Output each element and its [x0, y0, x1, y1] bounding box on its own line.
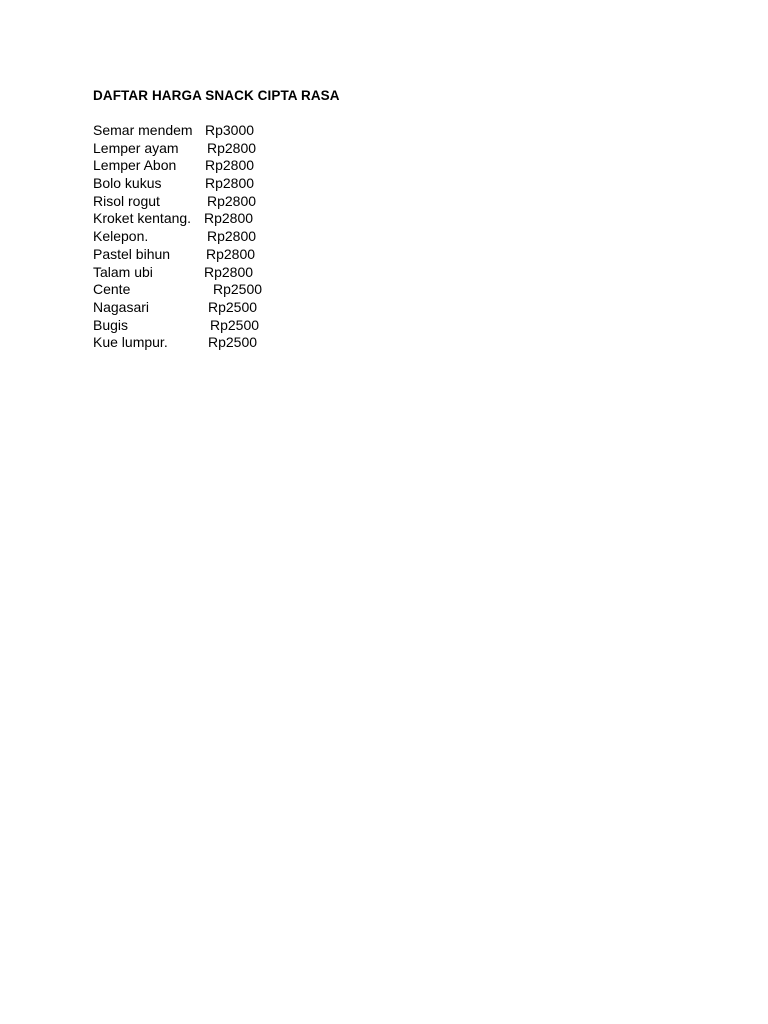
item-name: Cente [93, 281, 131, 298]
item-price: Rp2500 [208, 298, 258, 315]
item-name: Kue lumpur. [93, 334, 168, 351]
item-price: Rp2800 [205, 175, 255, 192]
item-price: Rp2800 [207, 139, 257, 156]
item-name: Nagasari [93, 298, 150, 315]
item-price: Rp2800 [207, 228, 257, 245]
item-name: Lemper Abon [93, 157, 177, 174]
item-name: Risol rogut [93, 192, 160, 209]
item-name: Pastel bihun [93, 245, 171, 262]
item-name: Bolo kukus [93, 175, 162, 192]
document-title: DAFTAR HARGA SNACK CIPTA RASA [93, 88, 340, 103]
item-name: Talam ubi [93, 263, 153, 280]
item-price: Rp2800 [205, 157, 255, 174]
item-price: Rp2500 [208, 334, 258, 351]
item-name: Kroket kentang. [93, 210, 192, 227]
item-price: Rp3000 [205, 122, 255, 138]
item-price: Rp2500 [210, 316, 260, 333]
item-name: Kelepon. [93, 228, 149, 245]
item-name: Lemper ayam [93, 139, 179, 156]
item-price: Rp2800 [204, 210, 254, 227]
item-price: Rp2800 [204, 263, 254, 280]
item-price: Rp2500 [213, 281, 263, 298]
item-price: Rp2800 [206, 245, 256, 262]
item-name: Bugis [93, 316, 129, 333]
item-name: Semar mendem [93, 122, 193, 138]
item-price: Rp2800 [207, 192, 257, 209]
